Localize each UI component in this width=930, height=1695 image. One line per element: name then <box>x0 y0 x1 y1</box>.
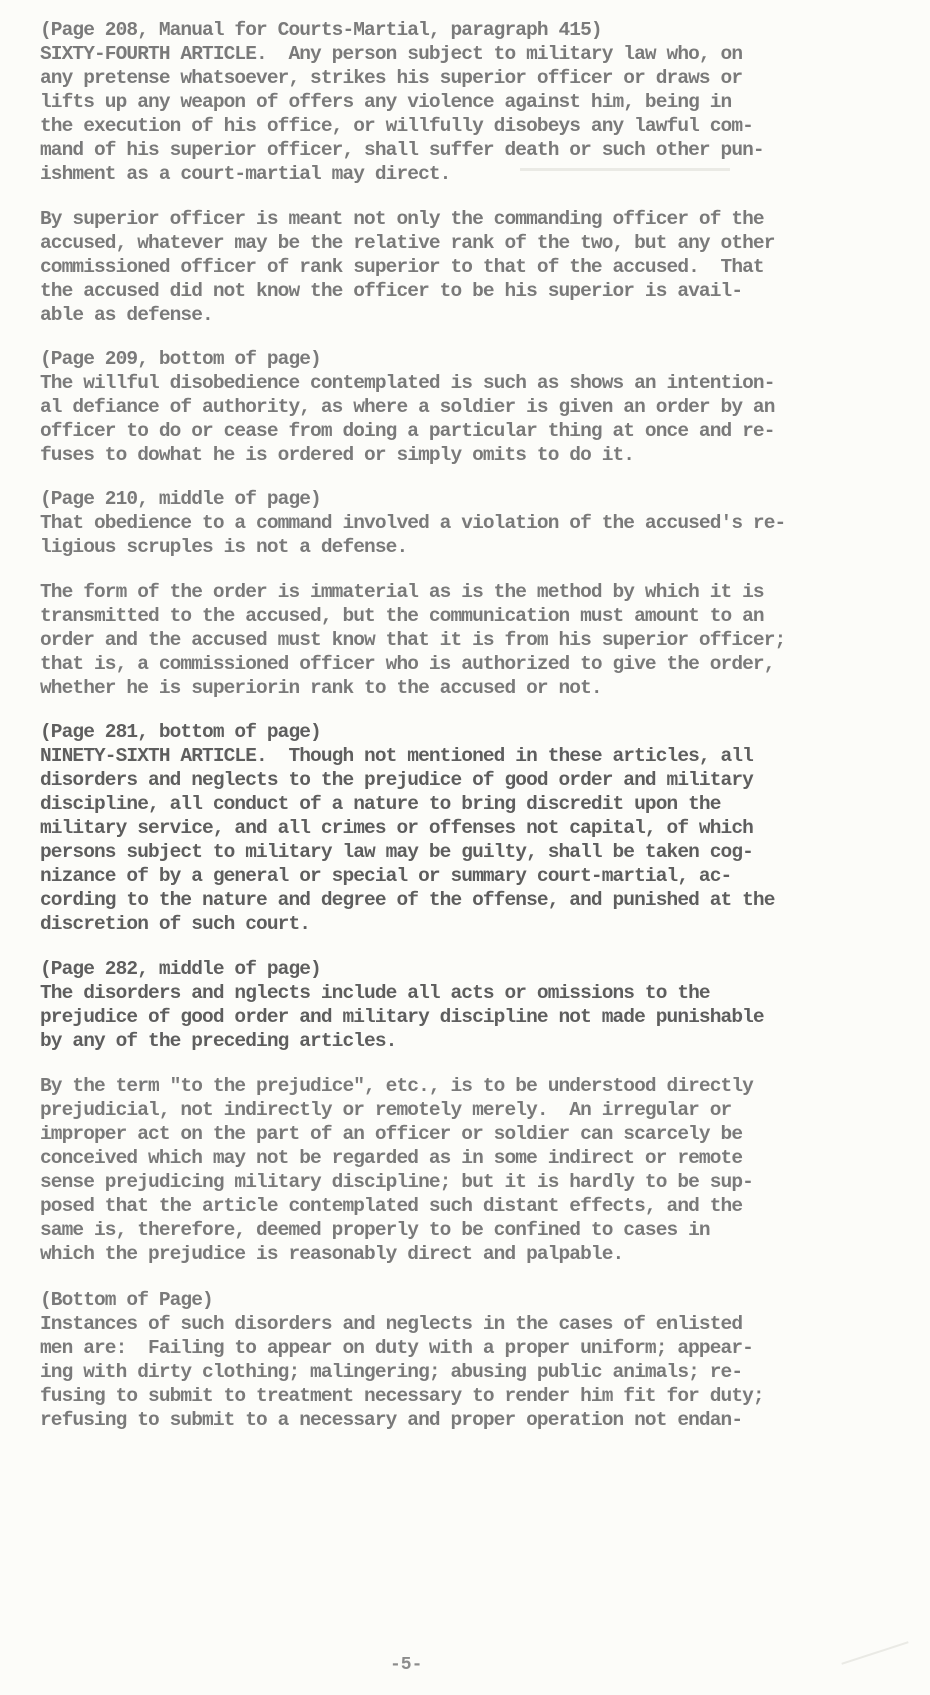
text-line: which the prejudice is reasonably direct and palpable. <box>40 1243 624 1265</box>
text-line: persons subject to military law may be guilty, shall be taken cog- <box>40 841 753 863</box>
text-line-citation: (Page 281, bottom of page) <box>40 721 321 743</box>
text-line: commissioned officer of rank superior to that of the accused. That <box>40 256 764 278</box>
text-line: SIXTY-FOURTH ARTICLE. Any person subject to military law who, on <box>40 43 743 65</box>
text-line-citation: (Bottom of Page) <box>40 1289 213 1311</box>
text-line: nizance of by a general or special or summary court-martial, ac- <box>40 865 732 887</box>
text-line: fusing to submit to treatment necessary to render him fit for duty; <box>40 1385 764 1407</box>
text-line: men are: Failing to appear on duty with a proper uniform; appear- <box>40 1337 753 1359</box>
text-line: conceived which may not be regarded as in some indirect or remote <box>40 1147 743 1169</box>
text-line-citation: (Page 208, Manual for Courts-Martial, paragraph 415) <box>40 19 602 41</box>
text-line: discretion of such court. <box>40 913 311 935</box>
text-line: NINETY-SIXTH ARTICLE. Though not mentioned in these articles, all <box>40 745 753 767</box>
text-line: that is, a commissioned officer who is authorized to give the order, <box>40 653 775 675</box>
text-line: prejudicial, not indirectly or remotely merely. An irregular or <box>40 1099 732 1121</box>
text-line: improper act on the part of an officer or soldier can scarcely be <box>40 1123 743 1145</box>
text-line: disorders and neglects to the prejudice of good order and military <box>40 769 753 791</box>
text-line: the accused did not know the officer to be his superior is avail- <box>40 280 743 302</box>
text-line: military service, and all crimes or offenses not capital, of which <box>40 817 753 839</box>
scan-smudge <box>841 1641 908 1665</box>
scan-smudge <box>520 168 730 171</box>
text-line-citation: (Page 210, middle of page) <box>40 488 321 510</box>
text-line: able as defense. <box>40 304 213 326</box>
text-line: sense prejudicing military discipline; but it is hardly to be sup- <box>40 1171 753 1193</box>
text-line: al defiance of authority, as where a soldier is given an order by an <box>40 396 775 418</box>
text-line: mand of his superior officer, shall suffer death or such other pun- <box>40 139 764 161</box>
text-line: lifts up any weapon of offers any violence against him, being in <box>40 91 732 113</box>
text-line: fuses to dowhat he is ordered or simply omits to do it. <box>40 444 635 466</box>
text-line-citation: (Page 282, middle of page) <box>40 958 321 980</box>
text-line: ligious scruples is not a defense. <box>40 536 408 558</box>
text-line: officer to do or cease from doing a particular thing at once and re- <box>40 420 775 442</box>
text-line: by any of the preceding articles. <box>40 1030 397 1052</box>
text-line: That obedience to a command involved a violation of the accused's re- <box>40 512 786 534</box>
text-line: refusing to submit to a necessary and proper operation not endan- <box>40 1409 743 1431</box>
text-line: ing with dirty clothing; malingering; abusing public animals; re- <box>40 1361 743 1383</box>
text-line: The willful disobedience contemplated is such as shows an intention- <box>40 372 775 394</box>
text-line: the execution of his office, or willfully disobeys any lawful com- <box>40 115 753 137</box>
text-line: By the term "to the prejudice", etc., is to be understood directly <box>40 1075 753 1097</box>
text-line: any pretense whatsoever, strikes his superior officer or draws or <box>40 67 743 89</box>
text-line: discipline, all conduct of a nature to bring discredit upon the <box>40 793 721 815</box>
text-line: whether he is superiorin rank to the accused or not. <box>40 677 602 699</box>
text-line: same is, therefore, deemed properly to be confined to cases in <box>40 1219 710 1241</box>
text-line: The form of the order is immaterial as is the method by which it is <box>40 581 764 603</box>
text-line: Instances of such disorders and neglects in the cases of enlisted <box>40 1313 743 1335</box>
text-line: The disorders and nglects include all acts or omissions to the <box>40 982 710 1004</box>
text-line: cording to the nature and degree of the offense, and punished at the <box>40 889 775 911</box>
text-line: accused, whatever may be the relative rank of the two, but any other <box>40 232 775 254</box>
text-line: order and the accused must know that it is from his superior officer; <box>40 629 786 651</box>
text-line: posed that the article contemplated such distant effects, and the <box>40 1195 743 1217</box>
text-line-citation: (Page 209, bottom of page) <box>40 348 321 370</box>
text-line: ishment as a court-martial may direct. <box>40 163 451 185</box>
page-number: -5- <box>390 1655 423 1675</box>
text-line: transmitted to the accused, but the communication must amount to an <box>40 605 764 627</box>
text-line: prejudice of good order and military discipline not made punishable <box>40 1006 764 1028</box>
text-line: By superior officer is meant not only the commanding officer of the <box>40 208 764 230</box>
